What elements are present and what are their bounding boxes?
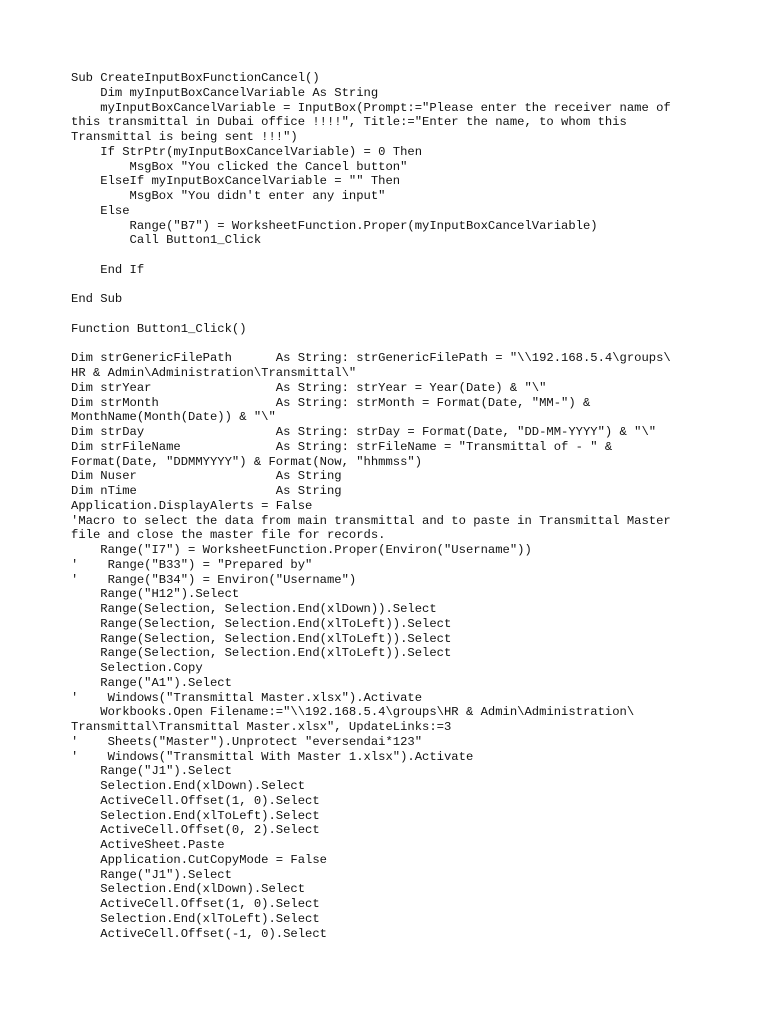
code-line: Range("B7") = WorksheetFunction.Proper(myInputBoxCancelVariable) [71, 218, 598, 233]
code-line: ' Windows("Transmittal Master.xlsx").Activate [71, 690, 423, 705]
code-line: file and close the master file for records. [71, 528, 386, 543]
code-line: Call Button1_Click [71, 233, 262, 248]
code-line: Dim Nuser As String [71, 469, 342, 484]
code-line: Workbooks.Open Filename:="\\192.168.5.4\groups\HR & Admin\Administration\ [71, 705, 635, 720]
code-line: Range(Selection, Selection.End(xlDown)).Select [71, 602, 437, 616]
code-line: Dim strDay As String: strDay = Format(Date, "DD-MM-YYYY") & "\" [71, 425, 657, 439]
code-line: Dim strGenericFilePath As String: strGenericFilePath = "\\192.168.5.4\groups\ [71, 351, 671, 366]
code-line: MsgBox "You clicked the Cancel button" [71, 159, 408, 174]
code-line: ActiveCell.Offset(0, 2).Select [71, 823, 320, 838]
code-line: this transmittal in Dubai office !!!!", Title:="Enter the name, to whom this [71, 115, 627, 130]
code-line: End If [71, 262, 145, 277]
code-line: Selection.End(xlDown).Select [71, 779, 306, 793]
code-line: ' Range("B33") = "Prepared by" [71, 557, 313, 572]
code-line: ' Windows("Transmittal With Master 1.xlsx").Activate [71, 749, 474, 764]
code-line: HR & Admin\Administration\Transmittal\" [71, 366, 357, 380]
code-line: ActiveCell.Offset(1, 0).Select [71, 793, 320, 808]
code-line: MsgBox "You didn't enter any input" [71, 189, 386, 203]
vba-code-block [71, 71, 701, 941]
code-line: ElseIf myInputBoxCancelVariable = "" Then [71, 174, 401, 189]
code-line: Transmittal\Transmittal Master.xlsx", UpdateLinks:=3 [71, 720, 452, 734]
code-line: ' Sheets("Master").Unprotect "eversendai*123" [71, 734, 423, 749]
code-line: If StrPtr(myInputBoxCancelVariable) = 0 Then [71, 144, 423, 159]
code-line: 'Macro to select the data from main transmittal and to paste in Transmittal Master [71, 513, 671, 528]
code-line: Range(Selection, Selection.End(xlToLeft)).Select [71, 631, 452, 646]
code-line: Dim myInputBoxCancelVariable As String [71, 85, 379, 100]
code-line: Application.CutCopyMode = False [71, 852, 327, 867]
code-line [71, 337, 701, 352]
code-line: ActiveSheet.Paste [71, 838, 225, 852]
code-line: Sub CreateInputBoxFunctionCancel() [71, 71, 320, 85]
code-line: Selection.End(xlDown).Select [71, 882, 306, 897]
code-line: End Sub [71, 292, 123, 307]
code-line: ActiveCell.Offset(1, 0).Select [71, 897, 320, 911]
code-line: Range(Selection, Selection.End(xlToLeft)).Select [71, 616, 452, 631]
code-line: Range("I7") = WorksheetFunction.Proper(Environ("Username")) [71, 543, 532, 557]
code-line [71, 278, 701, 293]
code-line: Format(Date, "DDMMYYYY") & Format(Now, "hhmmss") [71, 454, 423, 469]
code-line: ' Range("B34") = Environ("Username") [71, 572, 357, 587]
code-line: Dim nTime As String [71, 484, 342, 498]
code-line: Function Button1_Click() [71, 321, 247, 336]
code-line: myInputBoxCancelVariable = InputBox(Prompt:="Please enter the receiver name of [71, 100, 671, 115]
code-line: Range("J1").Select [71, 764, 232, 779]
code-line: MonthName(Month(Date)) & "\" [71, 410, 276, 425]
code-line: Dim strYear As String: strYear = Year(Date) & "\" [71, 380, 547, 395]
code-line [71, 248, 701, 263]
code-line: Application.DisplayAlerts = False [71, 498, 313, 513]
code-line: Range(Selection, Selection.End(xlToLeft)).Select [71, 646, 452, 661]
code-line: Range("J1").Select [71, 867, 232, 882]
code-line [71, 307, 701, 322]
code-line: Selection.End(xlToLeft).Select [71, 808, 320, 823]
code-line: Range("H12").Select [71, 587, 240, 602]
code-line: Dim strFileName As String: strFileName = "Transmittal of - " & [71, 439, 613, 454]
code-line: Selection.Copy [71, 661, 203, 675]
code-line: Else [71, 203, 130, 218]
code-line: Dim strMonth As String: strMonth = Format(Date, "MM-") & [71, 395, 591, 410]
code-line: Range("A1").Select [71, 675, 232, 690]
code-line: Selection.End(xlToLeft).Select [71, 911, 320, 926]
code-line: Transmittal is being sent !!!") [71, 130, 298, 144]
code-line: ActiveCell.Offset(-1, 0).Select [71, 926, 327, 941]
